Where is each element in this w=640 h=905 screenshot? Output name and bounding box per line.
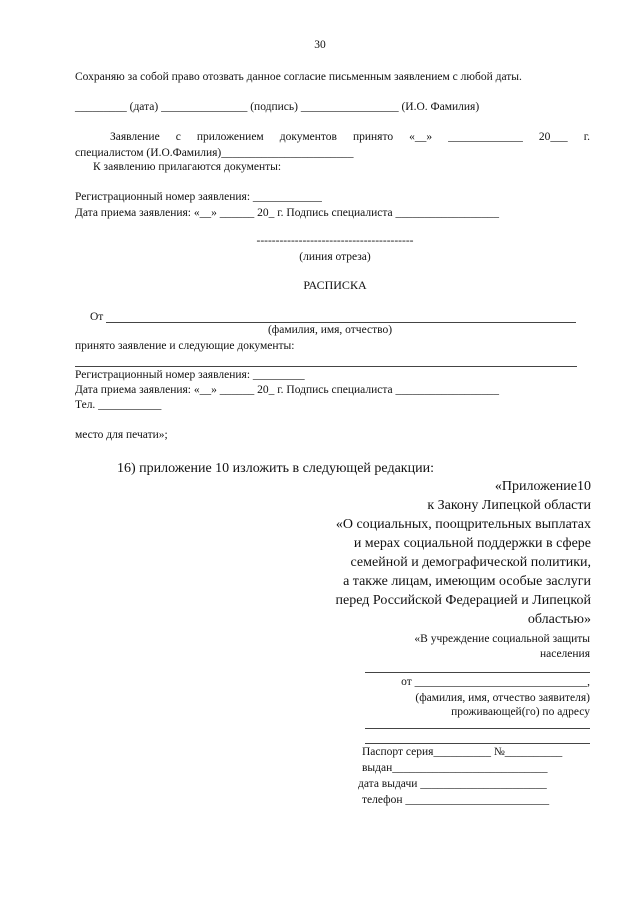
addressee-fio-caption: (фамилия, имя, отчество заявителя) xyxy=(415,692,590,704)
cut-dashes: ----------------------------------------- xyxy=(256,235,414,247)
appendix-line: к Закону Липецкой области xyxy=(427,498,591,513)
receipt-receive-date: Дата приема заявления: «__» ______ 20_ г. Подпись специалиста __________________ xyxy=(75,384,500,396)
appendix-line: и мерах социальной поддержки в сфере xyxy=(353,536,591,551)
acceptance-reg-number: Регистрационный номер заявления: ____________ xyxy=(75,191,322,203)
addressee-address-line-1 xyxy=(365,728,590,729)
receipt-title: РАСПИСКА xyxy=(303,278,367,292)
receipt-accepted-docs: принято заявление и следующие документы: xyxy=(75,340,295,352)
receipt-stamp-place: место для печати»; xyxy=(75,429,168,441)
page-number: 30 xyxy=(314,39,326,51)
appendix-line: «О социальных, поощрительных выплатах xyxy=(335,517,591,532)
appendix-line: а также лицам, имеющим особые заслуги xyxy=(343,574,591,589)
receipt-fio-caption: (фамилия, имя, отчество) xyxy=(267,324,393,336)
appendix-line: областью» xyxy=(527,612,591,627)
acceptance-attached-docs: К заявлению прилагаются документы: xyxy=(93,161,282,173)
addressee-passport: Паспорт серия__________ №__________ xyxy=(362,746,563,758)
receipt-from-label: От xyxy=(90,311,104,323)
addressee-from-line: от ______________________________, xyxy=(401,676,590,688)
cut-label: (линия отреза) xyxy=(299,251,371,263)
addressee-issue-date: дата выдачи ______________________ xyxy=(358,778,547,790)
receipt-phone: Тел. ___________ xyxy=(75,399,162,411)
receipt-docs-line xyxy=(75,366,577,367)
addressee-phone: телефон _________________________ xyxy=(362,794,550,806)
addressee-issued: выдан___________________________ xyxy=(362,762,548,774)
appendix-line: «Приложение10 xyxy=(494,479,591,494)
acceptance-receive-date: Дата приема заявления: «__» ______ 20_ г. Подпись специалиста __________________ xyxy=(75,207,500,219)
appendix-line: перед Российской Федерацией и Липецкой xyxy=(335,593,591,608)
receipt-reg-number: Регистрационный номер заявления: _________ xyxy=(75,369,305,381)
addressee-address-line-2 xyxy=(365,743,590,744)
amendment-item-16: 16) приложение 10 изложить в следующей редакции: xyxy=(117,461,434,476)
acceptance-line-2: специалистом (И.О.Фамилия)_______________________ xyxy=(75,147,354,159)
addressee-to-line-2: населения xyxy=(539,648,590,660)
consent-reserve-right: Сохраняю за собой право отозвать данное согласие письменным заявлением с любой даты. xyxy=(75,71,522,83)
addressee-residing: проживающей(го) по адресу xyxy=(451,706,590,718)
appendix-line: семейной и демографической политики, xyxy=(350,555,591,570)
acceptance-line-1: Заявление с приложением документов принято «__» _____________ 20___ г. xyxy=(110,131,590,143)
addressee-to-line-1: «В учреждение социальной защиты xyxy=(414,633,590,645)
appendix-heading xyxy=(336,477,591,629)
addressee-blank-line-1 xyxy=(365,672,590,673)
consent-signature-line: _________ (дата) _______________ (подпись) _________________ (И.О. Фамилия) xyxy=(75,101,480,113)
